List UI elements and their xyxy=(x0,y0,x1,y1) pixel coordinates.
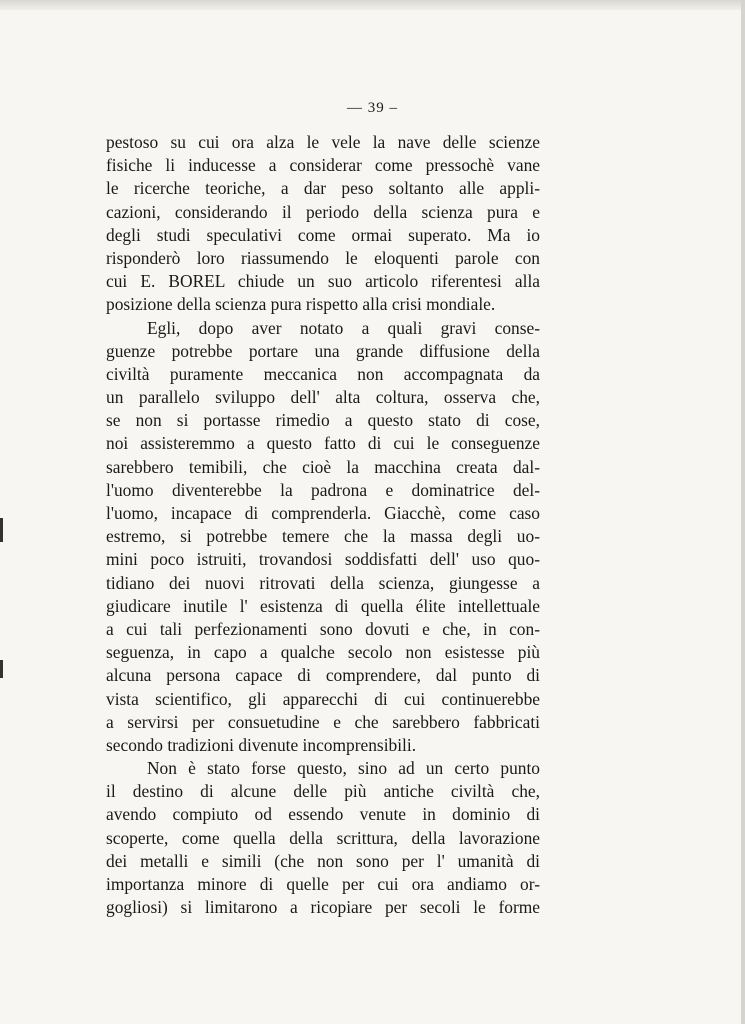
text-line: pestoso su cui ora alza le vele la nave delle scienze xyxy=(106,132,540,152)
text-line: a servirsi per consuetudine e che sarebbero fabbricati xyxy=(106,711,540,732)
binding-mark xyxy=(0,660,3,678)
text-line: l'uomo, incapace di comprenderla. Giacchè, come caso xyxy=(106,503,540,523)
text-line: alcuna persona capace di comprendere, dal punto di xyxy=(106,665,540,686)
text-line: le ricerche teoriche, a dar peso soltanto alle appli- xyxy=(106,178,540,199)
text-line: Non è stato forse questo, sino ad un certo punto xyxy=(147,758,540,779)
text-line: avendo compiuto od essendo venute in dominio di xyxy=(106,804,540,825)
page-right-edge xyxy=(741,0,745,1024)
text-line: guenze potrebbe portare una grande diffusione della xyxy=(106,340,540,361)
page-top-edge xyxy=(0,0,745,10)
text-line: degli studi speculativi come ormai superato. Ma io xyxy=(106,224,540,245)
body-text xyxy=(106,131,540,919)
text-line: mini poco istruiti, trovandosi soddisfatti dell' uso quo- xyxy=(106,549,540,570)
text-line: se non si portasse rimedio a questo stato di cose, xyxy=(106,410,540,431)
text-line: giudicare inutile l' esistenza di quella élite intellettuale xyxy=(106,595,540,616)
text-line: vista scientifico, gli apparecchi di cui continuerebbe xyxy=(106,688,540,709)
text-line: cui E. BOREL chiude un suo articolo riferentesi alla xyxy=(106,271,540,292)
text-line: secondo tradizioni divenute incomprensibili. xyxy=(106,734,417,755)
text-line: a cui tali perfezionamenti sono dovuti e che, in con- xyxy=(106,618,540,639)
page-number: — 39 – xyxy=(347,100,398,116)
text-line: gogliosi) si limitarono a ricopiare per secoli le forme xyxy=(106,897,540,918)
text-line: seguenza, in capo a qualche secolo non esistesse più xyxy=(106,642,540,663)
text-line: tidiano dei nuovi ritrovati della scienza, giungesse a xyxy=(106,572,540,593)
text-line: noi assisteremmo a questo fatto di cui le conseguenze xyxy=(106,433,540,454)
text-line: posizione della scienza pura rispetto alla crisi mondiale. xyxy=(106,294,496,315)
text-line: l'uomo diventerebbe la padrona e dominatrice del- xyxy=(106,479,540,500)
text-line: importanza minore di quelle per cui ora andiamo or- xyxy=(106,874,540,894)
text-line: Egli, dopo aver notato a quali gravi conse- xyxy=(147,317,540,338)
text-line: risponderò loro riassumendo le eloquenti parole con xyxy=(106,247,540,268)
text-line: sarebbero temibili, che cioè la macchina creata dal- xyxy=(106,456,540,477)
text-line: il destino di alcune delle più antiche civiltà che, xyxy=(106,781,540,802)
binding-mark xyxy=(0,518,3,542)
text-line: fisiche li inducesse a considerar come pressochè vane xyxy=(106,155,540,176)
text-line: dei metalli e simili (che non sono per l' umanità di xyxy=(106,850,540,871)
text-line: estremo, si potrebbe temere che la massa degli uo- xyxy=(106,526,540,547)
text-line: scoperte, come quella della scrittura, della lavorazione xyxy=(106,827,540,848)
text-line: cazioni, considerando il periodo della scienza pura e xyxy=(106,201,540,222)
text-line: civiltà puramente meccanica non accompagnata da xyxy=(106,363,540,384)
text-line: un parallelo sviluppo dell' alta coltura, osserva che, xyxy=(106,387,540,408)
